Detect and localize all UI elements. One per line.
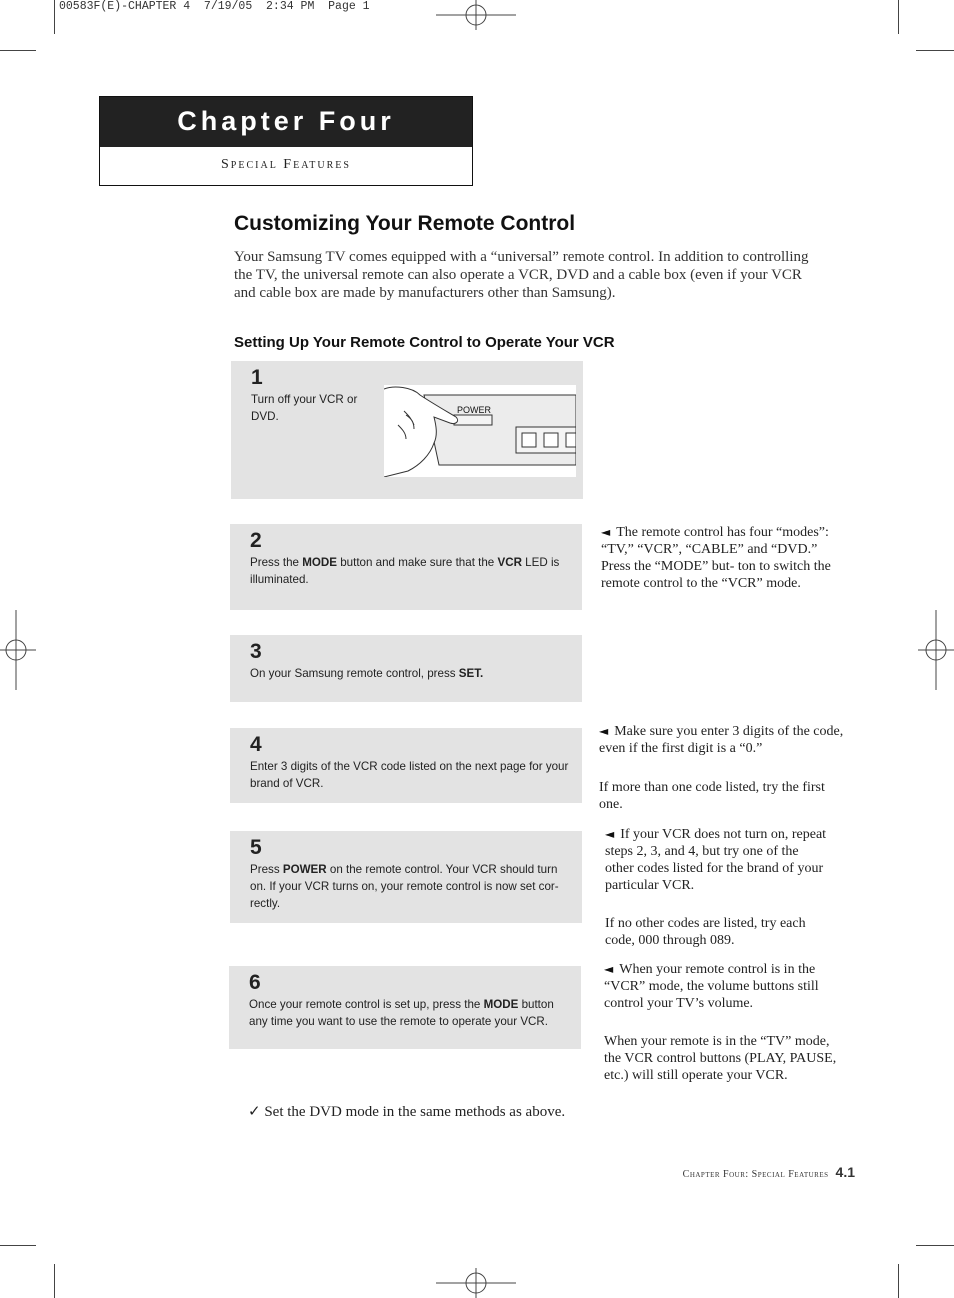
- hand-pressing-power-illustration: [384, 385, 576, 477]
- intro-paragraph: Your Samsung TV comes equipped with a “universal” remote control. In addition to controlling the TV, the universal remote can also operate a VCR, DVD and a cable box (even if your VCR and cable box are made by manufacturers other than Samsung).: [234, 249, 809, 301]
- step-number: 6: [249, 971, 261, 994]
- power-label: POWER: [457, 405, 492, 415]
- step-number: 3: [250, 640, 262, 663]
- step-text: Turn off your VCR or DVD.: [251, 393, 358, 423]
- step-number: 5: [250, 836, 262, 859]
- pointer-left-icon: ◄: [604, 962, 614, 976]
- note-step-4a: ◄ Make sure you enter 3 digits of the code, even if the first digit is a “0.”: [599, 724, 844, 756]
- registration-mark-left: [0, 610, 40, 690]
- step-5: [230, 831, 582, 923]
- registration-mark-top: [436, 0, 516, 30]
- step-6: [229, 966, 581, 1049]
- note-step-6b: When your remote is in the “TV” mode, the VCR control buttons (PLAY, PAUSE, etc.) will still operate your VCR.: [604, 1034, 837, 1083]
- note-step-4b: If more than one code listed, try the first one.: [599, 780, 825, 812]
- note-step-2: ◄ The remote control has four “modes”: “TV,” “VCR”, “CABLE” and “DVD.” Press the “MODE” but- ton to switch the remote control to the “VCR” mode.: [601, 525, 831, 591]
- note-step-5b: If no other codes are listed, try each code, 000 through 089.: [605, 916, 806, 948]
- registration-mark-bottom: [436, 1268, 516, 1298]
- step-text: Enter 3 digits of the VCR code listed on the next page for your brand of VCR.: [250, 760, 569, 790]
- step-text: Press POWER on the remote control. Your VCR should turn on. If your VCR turns on, your remote control is now set cor- rectly.: [250, 863, 559, 910]
- step-text: Press the MODE button and make sure that the VCR LED is illuminated.: [250, 556, 560, 586]
- section-heading: Setting Up Your Remote Control to Operate Your VCR: [234, 334, 615, 351]
- step-4: [230, 728, 582, 803]
- note-step-6a: ◄ When your remote control is in the “VCR” mode, the volume buttons still control your TV’s volume.: [604, 962, 819, 1011]
- footer-label: Chapter Four: Special Features: [682, 1169, 829, 1180]
- step-text: Once your remote control is set up, press the MODE button any time you want to use the remote to operate your VCR.: [249, 998, 554, 1028]
- pointer-left-icon: ◄: [601, 525, 611, 539]
- page-footer: [683, 1164, 855, 1180]
- step-text: On your Samsung remote control, press SET.: [250, 667, 484, 680]
- pointer-left-icon: ◄: [605, 827, 615, 841]
- step-number: 1: [251, 366, 263, 389]
- page-title: Customizing Your Remote Control: [234, 212, 576, 235]
- pointer-left-icon: ◄: [599, 724, 609, 738]
- step-3: [230, 635, 582, 702]
- step-2: [230, 524, 582, 610]
- step-number: 2: [250, 529, 262, 552]
- chapter-subtitle: Special Features: [221, 157, 351, 172]
- checkmark-icon: ✓: [248, 1102, 261, 1120]
- step-1: [231, 361, 583, 499]
- registration-mark-right: [914, 610, 954, 690]
- note-step-5a: ◄ If your VCR does not turn on, repeat steps 2, 3, and 4, but try one of the other codes listed for the brand of your particular VCR.: [605, 827, 827, 893]
- chapter-header: [99, 96, 473, 186]
- printer-slug: 00583F(E)-CHAPTER 4 7/19/05 2:34 PM Page 1: [59, 0, 370, 13]
- step-number: 4: [250, 733, 262, 756]
- page-number: 4.1: [835, 1164, 855, 1180]
- chapter-title: Chapter Four: [100, 97, 472, 147]
- dvd-note: ✓ Set the DVD mode in the same methods as above.: [248, 1102, 566, 1120]
